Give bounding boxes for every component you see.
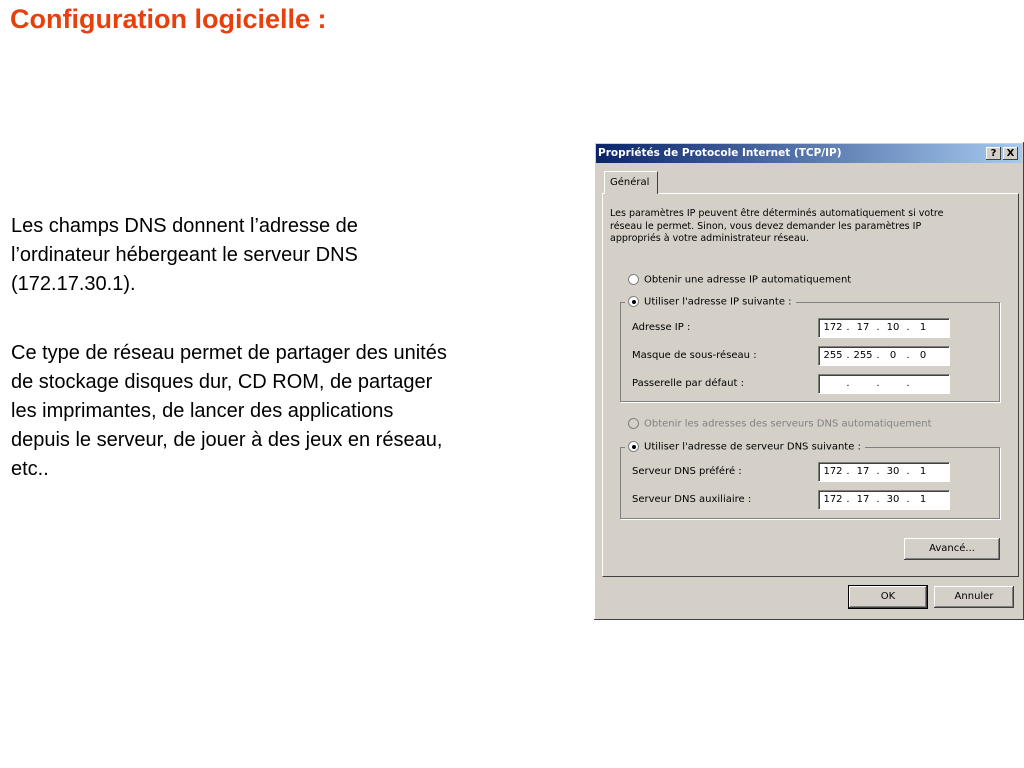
dns-octet: 17 bbox=[856, 494, 870, 505]
dns-explanation bbox=[11, 212, 576, 299]
ip-octet: 17 bbox=[856, 322, 870, 333]
dns-preferred-input[interactable]: 172 . 17 . 30 . 1 bbox=[818, 462, 950, 482]
mask-octet: 0 bbox=[889, 350, 897, 361]
text-line: (172.17.30.1). bbox=[11, 273, 136, 295]
mask-octet: 0 bbox=[919, 350, 927, 361]
dialog-title: Propriétés de Protocole Internet (TCP/IP) bbox=[598, 147, 842, 159]
ok-button[interactable]: OK bbox=[849, 586, 927, 608]
subnet-mask-input[interactable]: 255 . 255 . 0 . 0 bbox=[818, 346, 950, 366]
description-line: réseau le permet. Sinon, vous devez demander les paramètres IP bbox=[610, 220, 922, 232]
mask-octet: 255 bbox=[823, 350, 843, 361]
mask-octet: 255 bbox=[853, 350, 873, 361]
text-line: les imprimantes, de lancer des applications bbox=[11, 400, 394, 422]
ip-address-input[interactable]: 172 . 17 . 10 . 1 bbox=[818, 318, 950, 338]
close-button[interactable]: X bbox=[1003, 147, 1018, 160]
radio-button-icon[interactable] bbox=[628, 274, 639, 285]
radio-button-checked-icon[interactable] bbox=[628, 296, 639, 307]
text-line: depuis le serveur, de jouer à des jeux en réseau, bbox=[11, 429, 443, 451]
dns-octet: 172 bbox=[823, 494, 843, 505]
dns-octet: 30 bbox=[886, 466, 900, 477]
text-line: l’ordinateur hébergeant le serveur DNS bbox=[11, 244, 358, 266]
radio-dns-manual-label: Utiliser l'adresse de serveur DNS suivante : bbox=[644, 441, 861, 453]
radio-ip-auto[interactable] bbox=[628, 274, 851, 287]
text-line: de stockage disques dur, CD ROM, de partager bbox=[11, 371, 433, 393]
radio-ip-manual[interactable] bbox=[625, 296, 796, 309]
text-line: Ce type de réseau permet de partager des unités bbox=[11, 342, 447, 364]
network-explanation bbox=[11, 339, 576, 484]
ip-address-label: Adresse IP : bbox=[632, 322, 691, 333]
description-line: Les paramètres IP peuvent être déterminés automatiquement si votre bbox=[610, 208, 944, 219]
tab-general[interactable] bbox=[604, 171, 658, 194]
slide-title: Configuration logicielle : bbox=[10, 4, 327, 34]
ip-octet: 172 bbox=[823, 322, 843, 333]
ip-octet: 10 bbox=[886, 322, 900, 333]
tab-label: Général bbox=[610, 177, 650, 188]
cancel-button[interactable]: Annuler bbox=[934, 586, 1014, 608]
radio-button-checked-icon[interactable] bbox=[628, 441, 639, 452]
radio-dns-auto bbox=[628, 418, 932, 431]
help-button[interactable]: ? bbox=[986, 147, 1001, 160]
dns-alternate-input[interactable]: 172 . 17 . 30 . 1 bbox=[818, 490, 950, 510]
dns-octet: 172 bbox=[823, 466, 843, 477]
radio-dns-auto-label: Obtenir les adresses des serveurs DNS automatiquement bbox=[644, 418, 932, 430]
dialog-titlebar[interactable] bbox=[596, 144, 1022, 163]
radio-ip-auto-label: Obtenir une adresse IP automatiquement bbox=[644, 274, 852, 286]
tcpip-properties-dialog bbox=[594, 142, 1024, 620]
description-text bbox=[610, 208, 970, 246]
dns-alternate-label: Serveur DNS auxiliaire : bbox=[632, 494, 752, 505]
dns-octet: 1 bbox=[919, 466, 927, 477]
dns-octet: 17 bbox=[856, 466, 870, 477]
dns-octet: 30 bbox=[886, 494, 900, 505]
dns-octet: 1 bbox=[919, 494, 927, 505]
gateway-label: Passerelle par défaut : bbox=[632, 378, 744, 389]
description-line: appropriés à votre administrateur réseau. bbox=[610, 233, 809, 244]
radio-ip-manual-label: Utiliser l'adresse IP suivante : bbox=[644, 296, 792, 308]
radio-dns-manual[interactable] bbox=[625, 441, 865, 454]
advanced-button[interactable]: Avancé... bbox=[904, 538, 1000, 560]
text-line: Les champs DNS donnent l’adresse de bbox=[11, 215, 358, 237]
dns-preferred-label: Serveur DNS préféré : bbox=[632, 466, 742, 477]
ip-octet: 1 bbox=[919, 322, 927, 333]
radio-button-disabled-icon bbox=[628, 418, 639, 429]
gateway-input[interactable]: . . . bbox=[818, 374, 950, 394]
subnet-mask-label: Masque de sous-réseau : bbox=[632, 350, 757, 361]
text-line: etc.. bbox=[11, 458, 49, 480]
